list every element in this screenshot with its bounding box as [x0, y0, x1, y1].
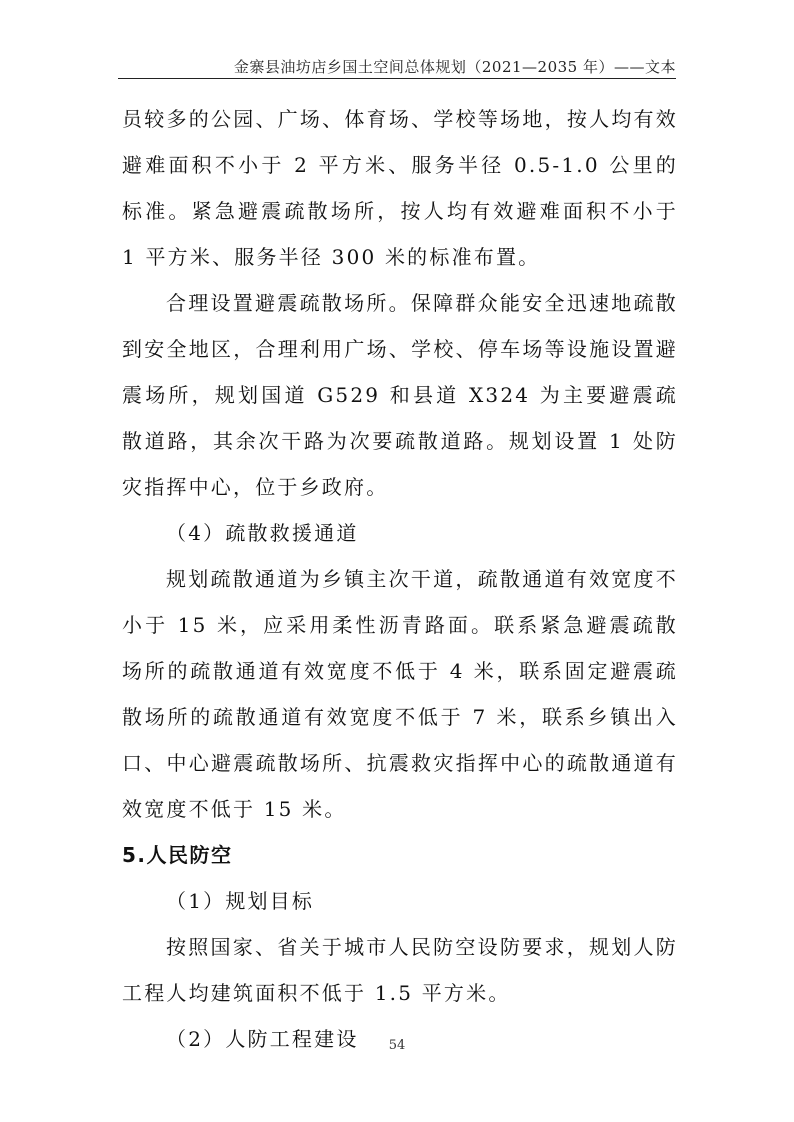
- subheading-civil-defense-construction: （2）人防工程建设: [166, 1027, 359, 1051]
- page-header: [118, 56, 676, 79]
- section-title-civil-air-defense: 5.人民防空: [122, 843, 233, 867]
- header-title: 金寨县油坊店乡国土空间总体规划（2021—2035 年）——文本: [233, 58, 676, 76]
- subheading-planning-goal: （1）规划目标: [166, 889, 315, 913]
- page-number: 54: [388, 1038, 406, 1053]
- subheading-evacuation-routes: （4）疏散救援通道: [166, 521, 359, 545]
- paragraph-evacuation-sites: 合理设置避震疏散场所。保障群众能安全迅速地疏散到安全地区，合理利用广场、学校、停车场等设施设置避震场所，规划国道 G529 和县道 X324 为主要避震疏散道路，其余次干路为次要疏散道路。规划设置 1 处防灾指挥中心，位于乡政府。: [122, 291, 678, 499]
- paragraph-planning-goal: 按照国家、省关于城市人民防空设防要求，规划人防工程人均建筑面积不低于 1.5 平方米。: [122, 935, 678, 1005]
- document-body: [122, 96, 678, 1062]
- paragraph-evacuation-channels: 规划疏散通道为乡镇主次干道，疏散通道有效宽度不小于 15 米，应采用柔性沥青路面。联系紧急避震疏散场所的疏散通道有效宽度不低于 4 米，联系固定避震疏散场所的疏散通道有效宽度不低于 7 米，联系乡镇出入口、中心避震疏散场所、抗震救灾指挥中心的疏散通道有效宽度不低于 15 米。: [122, 567, 678, 821]
- paragraph-evacuation-standards: 员较多的公园、广场、体育场、学校等场地，按人均有效避难面积不小于 2 平方米、服务半径 0.5-1.0 公里的标准。紧急避震疏散场所，按人均有效避难面积不小于 1 平方米、服务半径 300 米的标准布置。: [122, 107, 678, 269]
